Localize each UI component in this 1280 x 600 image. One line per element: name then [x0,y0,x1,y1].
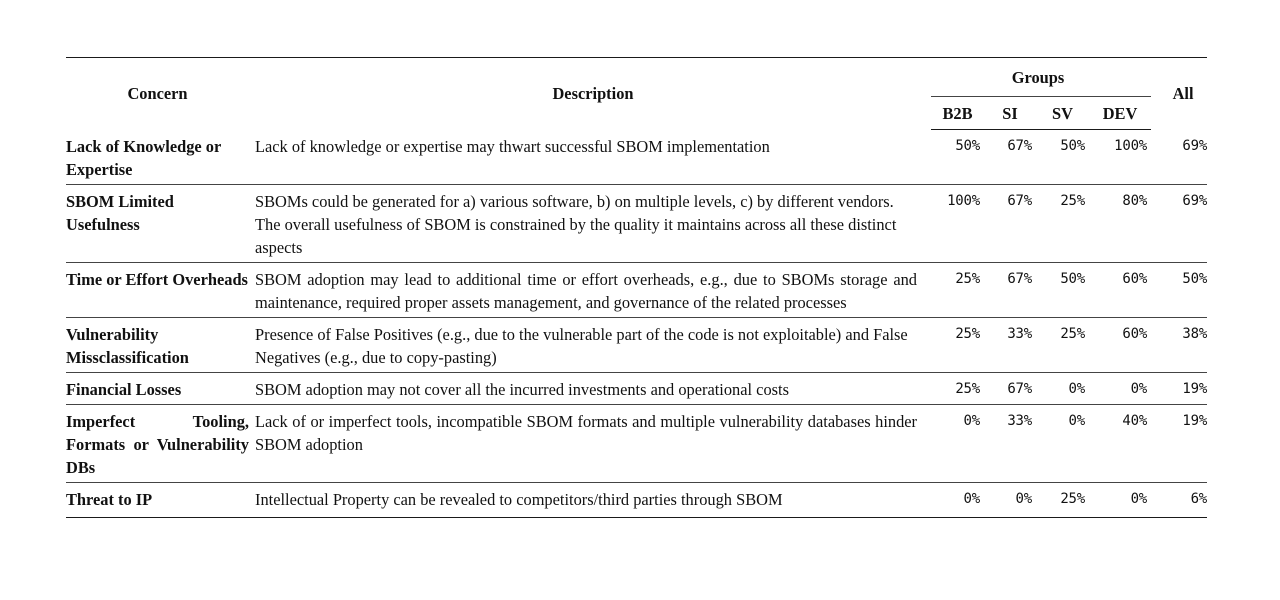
row-description: Lack of or imperfect tools, incompatible SBOM formats and multiple vulnerability databases hinder SBOM adoption [255,404,931,482]
header-si: SI [984,97,1036,130]
row-description: Presence of False Positives (e.g., due to the vulnerable part of the code is not exploitable) and False Negatives (e.g., due to copy-pasting) [255,317,931,372]
header-row-top [66,58,1207,97]
table-row [66,262,1207,317]
table-row [66,317,1207,372]
row-concern: Lack of Knowledge or Expertise [66,130,255,185]
row-concern: Time or Effort Overheads [66,262,255,317]
row-sv: 25% [1036,317,1089,372]
header-groups: Groups [931,58,1151,97]
row-b2b: 50% [931,130,984,185]
header-sv: SV [1036,97,1089,130]
row-sv: 25% [1060,490,1085,507]
row-concern: Vulnerability Missclassification [66,317,255,372]
header-concern: Concern [127,84,188,104]
row-dev: 100% [1089,130,1151,185]
table-row [66,372,1207,404]
row-description: Intellectual Property can be revealed to competitors/third parties through SBOM [255,489,783,509]
table-row [66,130,1207,185]
row-b2b: 25% [931,262,984,317]
row-concern: Financial Losses [66,372,255,404]
row-b2b: 25% [931,372,984,404]
row-b2b: 100% [931,184,984,262]
header-description: Description [552,84,634,104]
table-header [66,58,1207,130]
row-dev: 0% [1089,372,1151,404]
row-all: 38% [1151,317,1207,372]
table-row [66,482,1207,517]
row-dev: 0% [1130,490,1148,507]
table-row [66,184,1207,262]
row-description: SBOM adoption may not cover all the incurred investments and operational costs [255,372,931,404]
row-concern: Imperfect Tooling, Formats or Vulnerability DBs [66,404,255,482]
row-si: 67% [984,372,1036,404]
row-sv: 25% [1036,184,1089,262]
header-b2b: B2B [931,97,984,130]
header-dev: DEV [1089,97,1151,130]
row-dev: 40% [1089,404,1151,482]
row-all: 69% [1151,130,1207,185]
row-description: Lack of knowledge or expertise may thwart successful SBOM implementation [255,130,931,185]
row-si: 0% [1015,490,1032,507]
table-body [66,130,1207,518]
table-row [66,404,1207,482]
row-dev: 80% [1089,184,1151,262]
row-concern: SBOM Limited Usefulness [66,184,255,262]
row-dev: 60% [1089,317,1151,372]
row-b2b: 0% [963,490,980,507]
row-all: 69% [1151,184,1207,262]
row-all: 50% [1151,262,1207,317]
row-description: SBOMs could be generated for a) various software, b) on multiple levels, c) by different vendors. The overall usefulness of SBOM is constrained by the quality it maintains across all these distinct aspects [255,184,931,262]
row-si: 67% [984,130,1036,185]
row-sv: 50% [1036,130,1089,185]
row-si: 33% [984,317,1036,372]
row-si: 33% [984,404,1036,482]
row-all: 19% [1151,404,1207,482]
row-concern: Threat to IP [66,489,153,509]
row-sv: 0% [1036,404,1089,482]
row-b2b: 0% [931,404,984,482]
row-b2b: 25% [931,317,984,372]
row-sv: 0% [1036,372,1089,404]
row-si: 67% [984,262,1036,317]
row-dev: 60% [1089,262,1151,317]
row-si: 67% [984,184,1036,262]
header-all: All [1172,84,1194,104]
row-description: SBOM adoption may lead to additional time or effort overheads, e.g., due to SBOMs storage and maintenance, required proper assets management, and governance of the related processes [255,262,931,317]
row-all: 19% [1151,372,1207,404]
row-all: 6% [1190,490,1208,507]
sbom-concerns-table [66,57,1207,518]
row-sv: 50% [1036,262,1089,317]
